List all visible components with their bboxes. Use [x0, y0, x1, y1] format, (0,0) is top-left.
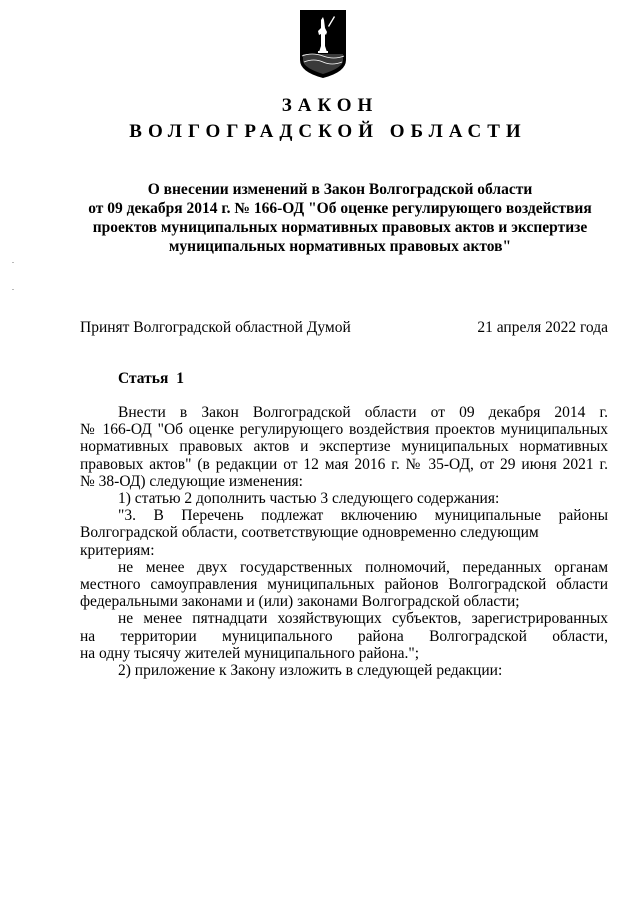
item-2: 2) приложение к Закону изложить в следующей редакции: — [118, 661, 503, 679]
text-line: на одну тысячу жителей муниципального района."; — [80, 644, 420, 662]
text-line: № 166-ОД "Об оценке регулирующего воздействия проектов муниципальных — [80, 421, 608, 439]
adoption-info — [80, 319, 608, 337]
law-title — [80, 180, 600, 256]
text-line: правовых актов" (в редакции от 12 мая 2016 г. № 35-ОД, от 29 июня 2021 г. — [80, 455, 608, 473]
text-line: Волгоградской области, соответствующие одновременно следующим критериям: — [80, 524, 539, 559]
text-line: местного самоуправления муниципальных районов Волгоградской области — [80, 575, 608, 593]
title-line: О внесении изменений в Закон Волгоградской области — [147, 181, 533, 198]
text-line: № 38-ОД) следующие изменения: — [80, 472, 303, 490]
text-line: не менее пятнадцати хозяйствующих субъектов, зарегистрированных — [118, 610, 608, 628]
text-line: на территории муниципального района Волгоградской области, — [80, 627, 608, 645]
document-type: ЗАКОН — [281, 95, 379, 116]
item-1: 1) статью 2 дополнить частью 3 следующего содержания: — [118, 489, 500, 507]
scan-mark — [12, 262, 14, 263]
text-line: федеральными законами и (или) законами Волгоградской области; — [80, 593, 520, 611]
text-line: "3. В Перечень подлежат включению муниципальные районы — [118, 507, 608, 525]
article-body — [80, 404, 608, 679]
text-line: не менее двух государственных полномочий, переданных органам — [118, 558, 608, 576]
scan-mark — [12, 289, 14, 290]
text-line: нормативных правовых актов и экспертизе муниципальных нормативных — [80, 438, 608, 456]
criterion-1 — [80, 559, 608, 611]
adoption-date: 21 апреля 2022 года — [477, 319, 608, 336]
adopted-by: Принят Волгоградской областной Думой — [80, 319, 351, 336]
coat-of-arms-icon — [298, 8, 348, 80]
title-line: муниципальных нормативных правовых актов" — [168, 238, 512, 255]
intro-paragraph — [80, 404, 608, 490]
article-heading: Статья 1 — [118, 370, 184, 387]
quote-paragraph — [80, 507, 608, 559]
title-line: от 09 декабря 2014 г. № 166-ОД "Об оценке регулирующего воздействия — [88, 200, 592, 217]
region-name: ВОЛГОГРАДСКОЙ ОБЛАСТИ — [129, 121, 527, 142]
text-line: Внести в Закон Волгоградской области от 09 декабря 2014 г. — [118, 404, 608, 421]
criterion-2 — [80, 610, 608, 662]
title-line: проектов муниципальных нормативных правовых актов и экспертизе — [92, 219, 588, 236]
